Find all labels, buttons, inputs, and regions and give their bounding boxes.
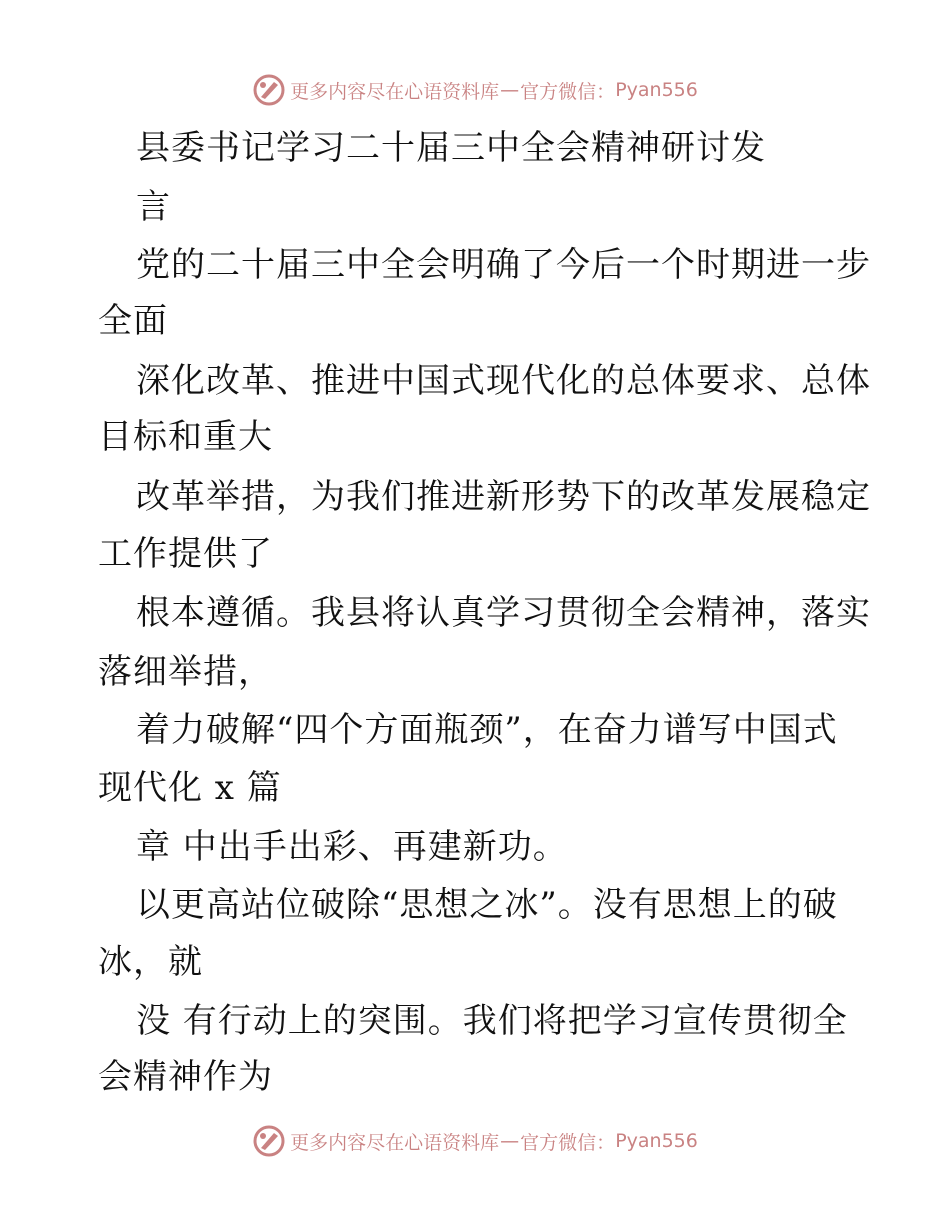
text-line-2: 全面: [98, 301, 168, 341]
document-title-line-2: 言: [136, 187, 171, 227]
header-watermark: [0, 70, 950, 110]
text-line-5: 改革举措，为我们推进新形势下的改革发展稳定: [136, 477, 871, 517]
text-line-3: 深化改革、推进中国式现代化的总体要求、总体: [136, 361, 871, 401]
text-line-9: 着力破解“四个方面瓶颈”，在奋力谱写中国式: [136, 710, 838, 750]
text-line-10: 现代化 x 篇: [98, 768, 282, 808]
text-line-8: 落细举措，: [98, 652, 273, 692]
watermark-text: 更多内容尽在心语资料库: [290, 1131, 500, 1154]
text-line-11: 章 中出手出彩、再建新功。: [136, 827, 568, 867]
text-line-6: 工作提供了: [98, 534, 273, 574]
text-line-1: 党的二十届三中全会明确了今后一个时期进一步: [136, 245, 871, 285]
watermark-wechat-label: 官方微信：: [520, 1131, 616, 1154]
text-line-12: 以更高站位破除“思想之冰”。没有思想上的破: [136, 885, 838, 925]
watermark-wechat-label: 官方微信：: [520, 80, 616, 103]
watermark-wechat-id: Pyan556: [615, 1130, 698, 1152]
text-line-7: 根本遵循。我县将认真学习贯彻全会精神，落实: [136, 593, 871, 633]
watermark-separator: —: [500, 79, 520, 101]
watermark-text: 更多内容尽在心语资料库: [290, 80, 500, 103]
text-line-15: 会精神作为: [98, 1057, 273, 1097]
footer-watermark: [0, 1121, 950, 1161]
text-line-13: 冰，就: [98, 942, 203, 982]
text-line-4: 目标和重大: [98, 417, 273, 457]
watermark-wechat-id: Pyan556: [615, 79, 698, 101]
document-title-line-1: 县委书记学习二十届三中全会精神研讨发: [136, 128, 766, 168]
text-line-14: 没 有行动上的突围。我们将把学习宣传贯彻全: [136, 1001, 848, 1041]
seal-logo-icon: [252, 1124, 286, 1158]
watermark-separator: —: [500, 1130, 520, 1152]
seal-logo-icon: [252, 73, 286, 107]
